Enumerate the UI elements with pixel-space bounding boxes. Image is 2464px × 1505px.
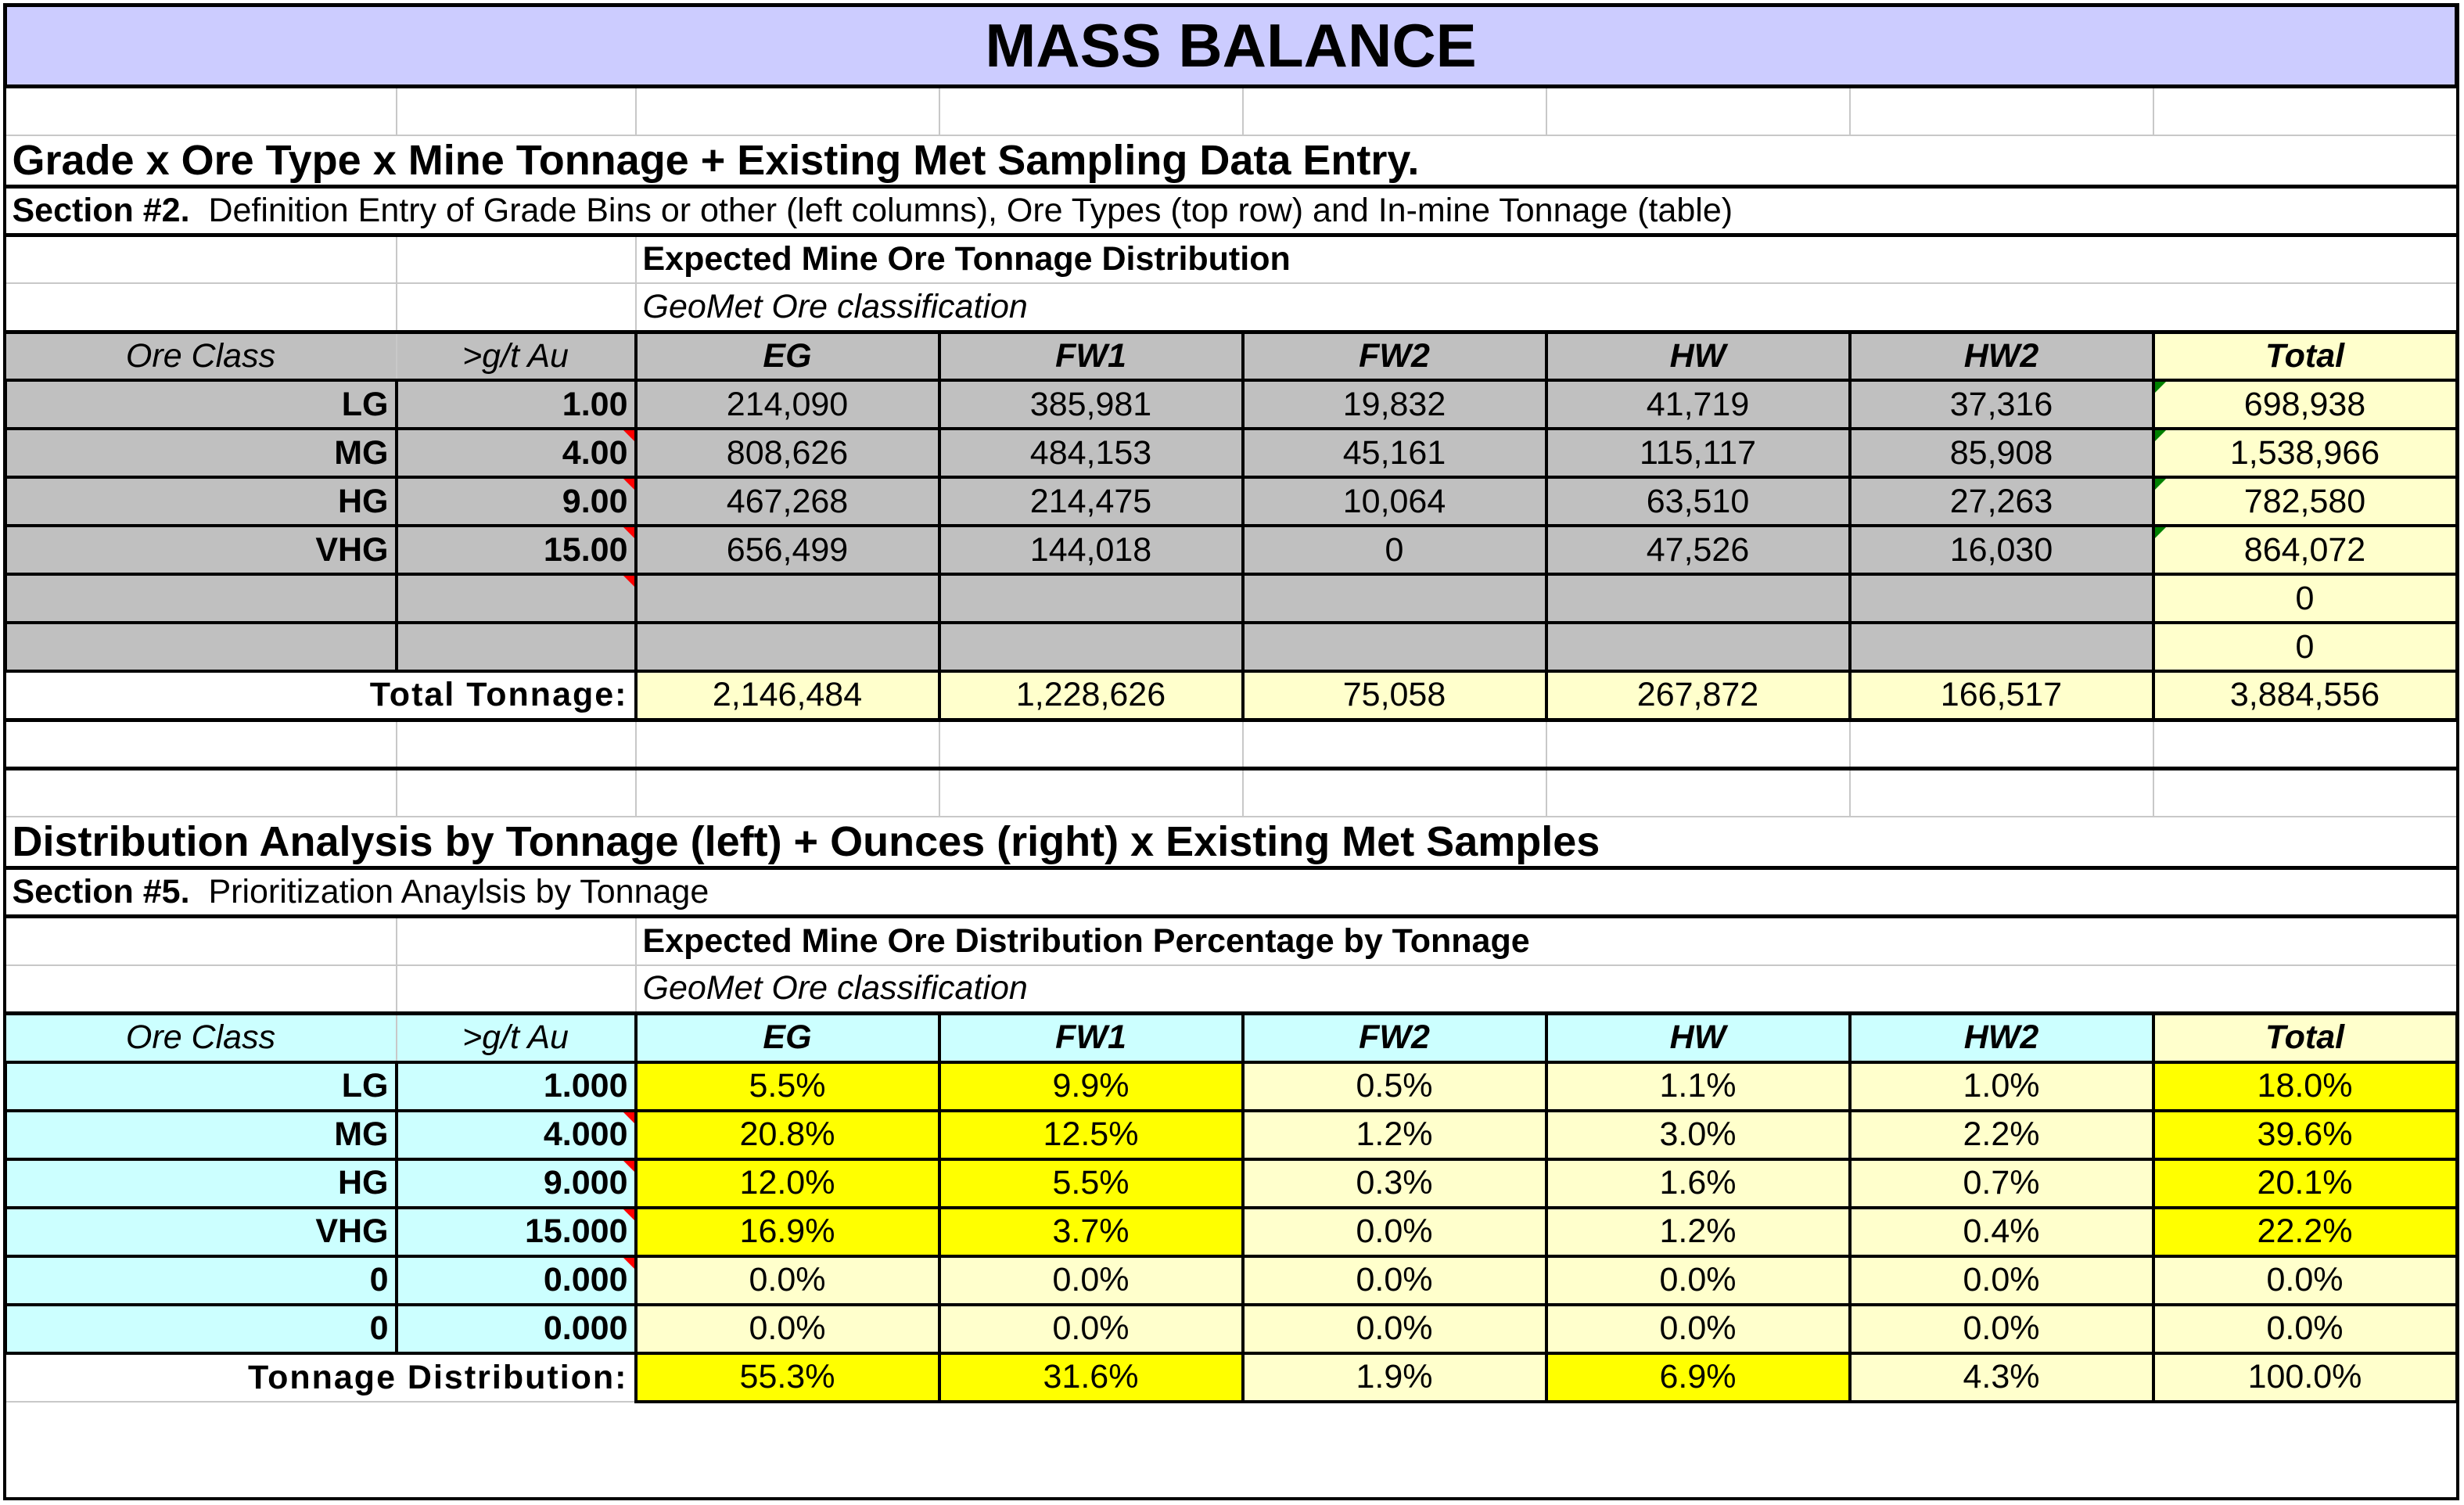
tonnage-distribution-label: Tonnage Distribution: <box>5 1353 636 1402</box>
percent-cell[interactable]: 5.5% <box>939 1159 1243 1208</box>
ore-class-cell[interactable]: LG <box>5 1062 397 1111</box>
tonnage-cell[interactable] <box>1243 623 1546 671</box>
sheet-title: MASS BALANCE <box>5 5 2457 87</box>
col-header-ore-class: Ore Class <box>5 332 397 380</box>
col-header-hw2: HW2 <box>1850 332 2153 380</box>
table-row <box>5 429 2457 477</box>
percent-cell[interactable]: 0.0% <box>1243 1305 1546 1353</box>
col-header-ore-class: Ore Class <box>5 1014 397 1062</box>
blank-cell[interactable] <box>5 87 397 135</box>
percent-cell[interactable]: 12.0% <box>636 1159 939 1208</box>
section2-description: Prioritization Anaylsis by Tonnage <box>208 873 709 911</box>
grand-total-cell[interactable]: 3,884,556 <box>2153 671 2457 720</box>
section2-number: Section #5. <box>12 873 190 911</box>
tonnage-cell[interactable] <box>636 623 939 671</box>
col-header-hw: HW <box>1546 1014 1850 1062</box>
table1-title: Expected Mine Ore Tonnage Distribution <box>636 235 2457 283</box>
column-total-cell[interactable]: 75,058 <box>1243 671 1546 720</box>
tonnage-cell[interactable]: 37,316 <box>1850 380 2153 429</box>
col-header-fw1: FW1 <box>939 1014 1243 1062</box>
percent-cell[interactable]: 0.7% <box>1850 1159 2153 1208</box>
ore-class-cell[interactable] <box>5 623 397 671</box>
section1-heading: Grade x Ore Type x Mine Tonnage + Existing Met Sampling Data Entry. <box>5 135 2457 187</box>
percent-cell[interactable]: 2.2% <box>1850 1111 2153 1159</box>
percent-cell[interactable]: 0.0% <box>939 1305 1243 1353</box>
grade-cell[interactable]: 1.000 <box>397 1062 636 1111</box>
section2-heading: Distribution Analysis by Tonnage (left) + Ounces (right) x Existing Met Samples <box>5 817 2457 868</box>
percent-cell[interactable]: 3.0% <box>1546 1111 1850 1159</box>
table2-subtitle: GeoMet Ore classification <box>636 965 2457 1014</box>
col-header-fw2: FW2 <box>1243 1014 1546 1062</box>
table-row <box>5 623 2457 671</box>
table-row <box>5 526 2457 574</box>
grade-cell[interactable]: 4.000 <box>397 1111 636 1159</box>
grade-cell[interactable]: 1.00 <box>397 380 636 429</box>
ore-class-cell[interactable]: MG <box>5 429 397 477</box>
percent-cell[interactable]: 0.5% <box>1243 1062 1546 1111</box>
ore-class-cell[interactable]: LG <box>5 380 397 429</box>
section1-subheading <box>5 186 2457 235</box>
percent-cell[interactable]: 1.6% <box>1546 1159 1850 1208</box>
col-header-total: Total <box>2153 1014 2457 1062</box>
tonnage-cell[interactable] <box>1546 623 1850 671</box>
table-row <box>5 1159 2457 1208</box>
tonnage-cell[interactable]: 47,526 <box>1546 526 1850 574</box>
ore-class-cell[interactable]: HG <box>5 1159 397 1208</box>
table-row <box>5 380 2457 429</box>
tonnage-cell[interactable]: 85,908 <box>1850 429 2153 477</box>
table-row <box>5 1256 2457 1305</box>
row-total-cell[interactable]: 20.1% <box>2153 1159 2457 1208</box>
percent-cell[interactable]: 0.3% <box>1243 1159 1546 1208</box>
tonnage-cell[interactable]: 63,510 <box>1546 477 1850 526</box>
percent-cell[interactable]: 0.0% <box>939 1256 1243 1305</box>
tonnage-cell[interactable]: 484,153 <box>939 429 1243 477</box>
percent-cell[interactable]: 20.8% <box>636 1111 939 1159</box>
tonnage-cell[interactable]: 115,117 <box>1546 429 1850 477</box>
row-total-cell[interactable]: 0.0% <box>2153 1305 2457 1353</box>
percent-cell[interactable]: 1.0% <box>1850 1062 2153 1111</box>
column-total-cell[interactable]: 31.6% <box>939 1353 1243 1402</box>
table2-title: Expected Mine Ore Distribution Percentage by Tonnage <box>636 917 2457 965</box>
ore-class-cell[interactable]: VHG <box>5 1208 397 1256</box>
column-total-cell[interactable]: 267,872 <box>1546 671 1850 720</box>
row-total-cell[interactable]: 698,938 <box>2153 380 2457 429</box>
grade-cell[interactable]: 4.00 <box>397 429 636 477</box>
mass-balance-sheet <box>3 3 2459 1403</box>
tonnage-cell[interactable]: 19,832 <box>1243 380 1546 429</box>
tonnage-cell[interactable]: 385,981 <box>939 380 1243 429</box>
ore-class-cell[interactable]: HG <box>5 477 397 526</box>
tonnage-cell[interactable] <box>1546 574 1850 623</box>
table-row <box>5 1305 2457 1353</box>
col-header-hw2: HW2 <box>1850 1014 2153 1062</box>
col-header-total: Total <box>2153 332 2457 380</box>
tonnage-cell[interactable]: 41,719 <box>1546 380 1850 429</box>
tonnage-cell[interactable]: 10,064 <box>1243 477 1546 526</box>
grade-cell[interactable]: 0.000 <box>397 1305 636 1353</box>
tonnage-cell[interactable]: 808,626 <box>636 429 939 477</box>
section2-subheading <box>5 868 2457 917</box>
table-row <box>5 1062 2457 1111</box>
percent-cell[interactable]: 9.9% <box>939 1062 1243 1111</box>
tonnage-cell[interactable]: 0 <box>1243 526 1546 574</box>
tonnage-cell[interactable] <box>1850 623 2153 671</box>
tonnage-cell[interactable]: 27,263 <box>1850 477 2153 526</box>
col-header-fw1: FW1 <box>939 332 1243 380</box>
row-total-cell[interactable]: 0 <box>2153 623 2457 671</box>
column-total-cell[interactable]: 6.9% <box>1546 1353 1850 1402</box>
percent-cell[interactable]: 0.0% <box>636 1256 939 1305</box>
percent-cell[interactable]: 0.4% <box>1850 1208 2153 1256</box>
percent-cell[interactable]: 16.9% <box>636 1208 939 1256</box>
row-total-cell[interactable]: 22.2% <box>2153 1208 2457 1256</box>
row-total-cell[interactable]: 782,580 <box>2153 477 2457 526</box>
tonnage-cell[interactable] <box>1850 574 2153 623</box>
row-total-cell[interactable]: 1,538,966 <box>2153 429 2457 477</box>
percent-cell[interactable]: 1.2% <box>1243 1111 1546 1159</box>
tonnage-cell[interactable]: 16,030 <box>1850 526 2153 574</box>
column-total-cell[interactable]: 4.3% <box>1850 1353 2153 1402</box>
table-row <box>5 1111 2457 1159</box>
totals-row <box>5 1353 2457 1402</box>
percent-cell[interactable]: 0.0% <box>1243 1256 1546 1305</box>
tonnage-cell[interactable]: 214,475 <box>939 477 1243 526</box>
totals-row <box>5 671 2457 720</box>
table-row <box>5 1208 2457 1256</box>
percent-cell[interactable]: 0.0% <box>1546 1256 1850 1305</box>
tonnage-cell[interactable]: 656,499 <box>636 526 939 574</box>
grade-cell[interactable]: 15.000 <box>397 1208 636 1256</box>
tonnage-cell[interactable] <box>636 574 939 623</box>
tonnage-cell[interactable] <box>939 574 1243 623</box>
col-header-eg: EG <box>636 1014 939 1062</box>
row-total-cell[interactable]: 0 <box>2153 574 2457 623</box>
percent-cell[interactable]: 1.1% <box>1546 1062 1850 1111</box>
row-total-cell[interactable]: 39.6% <box>2153 1111 2457 1159</box>
ore-class-cell[interactable]: 0 <box>5 1305 397 1353</box>
percent-cell[interactable]: 0.0% <box>1850 1305 2153 1353</box>
grade-cell[interactable]: 15.00 <box>397 526 636 574</box>
tonnage-cell[interactable]: 214,090 <box>636 380 939 429</box>
col-header-grade: >g/t Au <box>397 332 636 380</box>
percent-cell[interactable]: 3.7% <box>939 1208 1243 1256</box>
percent-cell[interactable]: 0.0% <box>1850 1256 2153 1305</box>
table1-subtitle: GeoMet Ore classification <box>636 283 2457 332</box>
grand-total-cell[interactable]: 100.0% <box>2153 1353 2457 1402</box>
grade-cell[interactable]: 9.000 <box>397 1159 636 1208</box>
percent-cell[interactable]: 5.5% <box>636 1062 939 1111</box>
ore-class-cell[interactable]: 0 <box>5 1256 397 1305</box>
table-row <box>5 477 2457 526</box>
percent-cell[interactable]: 12.5% <box>939 1111 1243 1159</box>
section1-description: Definition Entry of Grade Bins or other (left columns), Ore Types (top row) and In-mine Tonnage (table) <box>208 191 1733 229</box>
row-total-cell[interactable]: 18.0% <box>2153 1062 2457 1111</box>
percent-cell[interactable]: 0.0% <box>636 1305 939 1353</box>
column-total-cell[interactable]: 1,228,626 <box>939 671 1243 720</box>
tonnage-cell[interactable] <box>1243 574 1546 623</box>
grade-cell[interactable]: 0.000 <box>397 1256 636 1305</box>
ore-class-cell[interactable]: MG <box>5 1111 397 1159</box>
row-total-cell[interactable]: 864,072 <box>2153 526 2457 574</box>
percent-cell[interactable]: 0.0% <box>1243 1208 1546 1256</box>
col-header-hw: HW <box>1546 332 1850 380</box>
column-total-cell[interactable]: 55.3% <box>636 1353 939 1402</box>
row-total-cell[interactable]: 0.0% <box>2153 1256 2457 1305</box>
col-header-fw2: FW2 <box>1243 332 1546 380</box>
percent-cell[interactable]: 1.2% <box>1546 1208 1850 1256</box>
column-total-cell[interactable]: 1.9% <box>1243 1353 1546 1402</box>
percent-cell[interactable]: 0.0% <box>1546 1305 1850 1353</box>
tonnage-cell[interactable]: 144,018 <box>939 526 1243 574</box>
column-total-cell[interactable]: 166,517 <box>1850 671 2153 720</box>
col-header-grade: >g/t Au <box>397 1014 636 1062</box>
ore-class-cell[interactable]: VHG <box>5 526 397 574</box>
table-row <box>5 574 2457 623</box>
grade-cell[interactable] <box>397 574 636 623</box>
tonnage-cell[interactable]: 45,161 <box>1243 429 1546 477</box>
column-total-cell[interactable]: 2,146,484 <box>636 671 939 720</box>
grade-cell[interactable]: 9.00 <box>397 477 636 526</box>
grade-cell[interactable] <box>397 623 636 671</box>
tonnage-cell[interactable] <box>939 623 1243 671</box>
col-header-eg: EG <box>636 332 939 380</box>
total-tonnage-label: Total Tonnage: <box>5 671 636 720</box>
ore-class-cell[interactable] <box>5 574 397 623</box>
tonnage-cell[interactable]: 467,268 <box>636 477 939 526</box>
section1-number: Section #2. <box>12 191 190 229</box>
